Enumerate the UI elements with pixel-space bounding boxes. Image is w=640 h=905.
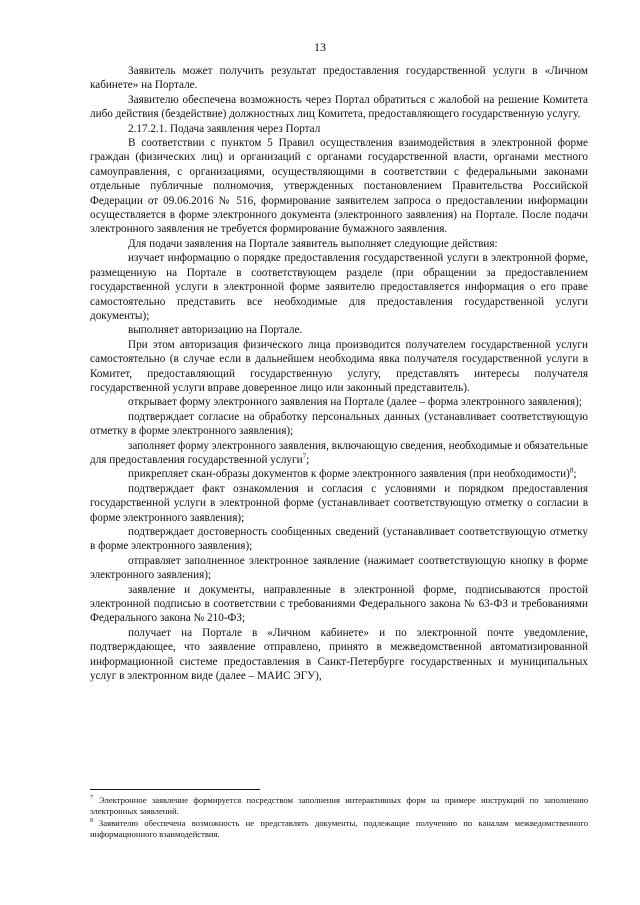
list-item: выполняет авторизацию на Портале. — [128, 324, 303, 337]
footnote-text: Электронное заявление формируется посредством заполнения интерактивных форм на примере инструкций по заполнению электронных заявлений. — [90, 795, 588, 816]
page-number: 13 — [314, 40, 326, 54]
list-item-text: заполняет форму электронного заявления, включающую сведения, необходимые и обязательные для предоставления государственной услуги — [90, 439, 588, 466]
footnote-divider — [90, 789, 260, 790]
list-item: подтверждает факт ознакомления и согласия с условиями и порядком предоставления государственной услуги в электронной форме (устанавливает соответствующую отметку о согласии в форме электронного заявления); — [90, 482, 588, 524]
list-item: подтверждает достоверность сообщенных сведений (устанавливает соответствующую отметку в форме электронного заявления); — [90, 526, 588, 553]
footnote — [90, 818, 588, 840]
body-text — [90, 64, 588, 683]
footnote — [90, 795, 588, 817]
section-heading: 2.17.2.1. Подача заявления через Портал — [128, 122, 321, 135]
footnote-ref[interactable]: 7 — [302, 452, 307, 461]
footnotes — [90, 795, 588, 841]
list-item: отправляет заполненное электронное заявление (нажимает соответствующую кнопку в форме электронного заявления); — [90, 554, 588, 582]
list-item: получает на Портале в «Личном кабинете» и по электронной почте уведомление, подтверждающее, что заявление отправлено, принято в межведомственной автоматизированной информационной системе предоставления в Санкт-Петербурге государственных и муниципальных услуг в электронном виде (далее – МАИС ЭГУ), — [90, 626, 588, 683]
paragraph: При этом авторизация физического лица производится получателем государственной услуги самостоятельно (в случае если в дальнейшем необходима явка получателя государственной услуги в Комитет, предоставляющий государственную услугу, представлять интересы получателя государственной услуги вправе доверенное лицо или законный представитель). — [90, 338, 588, 394]
footnote-text: Заявителю обеспечена возможность не представлять документы, подлежащие получению по каналам межведомственного информационного взаимодействия. — [90, 818, 588, 839]
footnote-mark: 8 — [90, 818, 93, 825]
list-item-text: прикрепляет скан-образы документов к форме электронного заявления (при необходимости) — [128, 468, 570, 481]
footnote-ref[interactable]: 8 — [569, 466, 574, 475]
footnote-mark: 7 — [90, 795, 93, 802]
paragraph: В соответствии с пунктом 5 Правил осуществления взаимодействия в электронной форме граждан (физических лиц) и организаций с органами государственной власти, органами местного самоуправления, с организациями, осуществляющими в соответствии с федеральными законами отдельные публичные полномочия, утвержденных постановлением Правительства Российской Федерации от 09.06.2016 № 516, формирование заявителем запроса о предоставлении информации осуществляется в форме электронного документа (электронного заявления) на Портале. После подачи электронного заявления не требуется формирование бумажного заявления. — [90, 137, 588, 236]
list-item — [90, 439, 588, 468]
list-item: открывает форму электронного заявления на Портале (далее – форма электронного заявления); — [128, 396, 583, 409]
list-item-tail: ; — [573, 468, 577, 481]
list-item: изучает информацию о порядке предоставления государственной услуги в электронной форме, размещенную на Портале в соответствующем разделе (при обращении за предоставлением государственной услуги в электронной форме заявителю предоставляется информация о его праве самостоятельно представить все необходимые для предоставления государственной услуги документы); — [90, 252, 588, 322]
paragraph: Для подачи заявления на Портале заявитель выполняет следующие действия: — [128, 237, 498, 250]
list-item — [90, 467, 588, 481]
list-item: подтверждает согласие на обработку персональных данных (устанавливает соответствующую отметку в форме электронного заявления); — [90, 410, 588, 438]
paragraph: Заявителю обеспечена возможность через Портал обратиться с жалобой на решение Комитета либо действия (бездействие) должностных лиц Комитета, предоставляющего государственную услугу. — [90, 93, 588, 121]
list-item: заявление и документы, направленные в электронной форме, подписываются простой электронной подписью в соответствии с требованиями Федерального закона № 63-ФЗ и требованиями Федерального закона № 210-ФЗ; — [90, 583, 588, 625]
list-item-tail: ; — [306, 453, 310, 466]
paragraph: Заявитель может получить результат предоставления государственной услуги в «Личном кабинете» на Портале. — [90, 65, 588, 92]
